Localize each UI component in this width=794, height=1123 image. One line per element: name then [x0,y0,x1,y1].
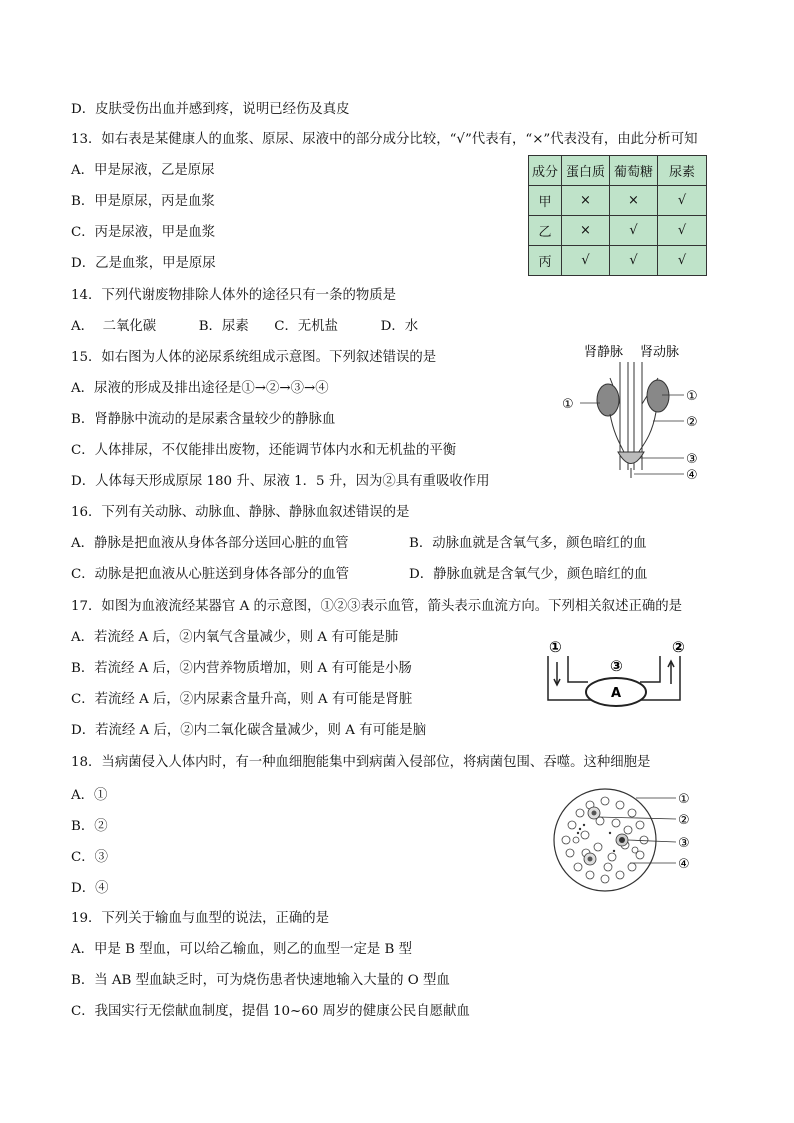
table-header-cell: 成分 [529,156,562,186]
urine-composition-table [528,155,707,276]
q19-option-a: A．甲是 B 型血，可以给乙输血，则乙的血型一定是 B 型 [71,942,412,957]
question-15: 15．如右图为人体的泌尿系统组成示意图。下列叙述错误的是 [71,350,437,365]
q16-option-c: C．动脉是把血液从心脏送到身体各部分的血管 [71,567,350,582]
q17-option-c: C．若流经 A 后，②内尿素含量升高，则 A 有可能是肾脏 [71,692,413,707]
table-row [529,186,707,216]
question-14: 14．下列代谢废物排除人体外的途径只有一条的物质是 [71,288,397,303]
renal-vein-label: 肾静脉 [584,345,624,360]
table-cell: 甲 [529,186,562,216]
urinary-system-diagram [558,340,708,490]
vessel-1-label: ① [549,638,562,656]
renal-artery-label: 肾动脉 [640,345,680,360]
left-kidney [597,384,619,416]
question-13: 13．如右表是某健康人的血浆、原尿、尿液中的部分成分比较，“√”代表有，“×”代表没有，由此分析可知 [71,132,698,147]
q18-option-c: C．③ [71,850,109,865]
table-header-cell: 尿素 [658,156,707,186]
question-16: 16．下列有关动脉、动脉血、静脉、静脉血叙述错误的是 [71,505,410,520]
blood-smear-diagram [550,785,700,895]
cell-marker-2: ② [678,813,690,828]
table-cell: √ [658,246,707,276]
q17-option-a: A．若流经 A 后，②内氧气含量减少，则 A 有可能是肺 [71,630,399,645]
marker-4: ④ [686,468,698,483]
vessel-3-label: ③ [610,657,623,675]
cell-marker-4: ④ [678,857,690,872]
table-cell: √ [658,186,707,216]
q15-option-b: B．肾静脉中流动的是尿素含量较少的静脉血 [71,412,336,427]
table-header-row [529,156,707,186]
q16-option-a: A．静脉是把血液从身体各部分送回心脏的血管 [71,536,349,551]
organ-a-label: A [611,686,622,701]
q19-option-b: B．当 AB 型血缺乏时，可为烧伤患者快速地输入大量的 O 型血 [71,973,450,988]
cell-marker-1: ① [678,792,690,807]
table-cell: √ [610,246,658,276]
table-cell: √ [610,216,658,246]
vessel-2-label: ② [672,638,685,656]
question-19: 19．下列关于输血与血型的说法，正确的是 [71,911,330,926]
table-row [529,246,707,276]
q19-option-c: C．我国实行无偿献血制度，提倡 10~60 周岁的健康公民自愿献血 [71,1004,470,1019]
table-cell: √ [658,216,707,246]
table-header-cell: 蛋白质 [562,156,610,186]
q15-option-a: A．尿液的形成及排出途径是①→②→③→④ [71,381,329,396]
table-cell: × [562,186,610,216]
table-cell: × [562,216,610,246]
q14-options: A． 二氧化碳 B．尿素 C．无机盐 D．水 [71,319,419,334]
blood-flow-diagram [540,634,700,724]
cell-marker-3: ③ [678,836,690,851]
q13-option-a: A．甲是尿液，乙是原尿 [71,163,215,178]
q18-option-b: B．② [71,819,108,834]
q13-option-c: C．丙是尿液，甲是血浆 [71,225,216,240]
table-cell: √ [562,246,610,276]
marker-1: ① [686,389,698,404]
right-kidney [647,380,669,412]
table-cell: 乙 [529,216,562,246]
q15-option-c: C．人体排尿，不仅能排出废物，还能调节体内水和无机盐的平衡 [71,443,457,458]
q17-option-b: B．若流经 A 后，②内营养物质增加，则 A 有可能是小肠 [71,661,412,676]
q18-option-d: D．④ [71,881,109,896]
q13-option-b: B．甲是原尿，丙是血浆 [71,194,215,209]
marker-1-left: ① [562,397,574,412]
q15-option-d: D．人体每天形成原尿 180 升、尿液 1．5 升，因为②具有重吸收作用 [71,474,490,489]
q16-option-d: D．静脉血就是含氧气少，颜色暗红的血 [409,567,648,582]
table-header-cell: 葡萄糖 [610,156,658,186]
q16-option-b: B．动脉血就是含氧气多，颜色暗红的血 [409,536,647,551]
marker-3: ③ [686,452,698,467]
question-17: 17．如图为血液流经某器官 A 的示意图，①②③表示血管，箭头表示血流方向。下列相关叙述正确的是 [71,599,683,614]
q13-option-d: D．乙是血浆，甲是原尿 [71,256,216,271]
question-18: 18．当病菌侵入人体内时，有一种血细胞能集中到病菌入侵部位，将病菌包围、吞噬。这种细胞是 [71,755,651,770]
table-row [529,216,707,246]
q17-option-d: D．若流经 A 后，②内二氧化碳含量减少，则 A 有可能是脑 [71,723,427,738]
q18-option-a: A．① [71,788,108,803]
table-cell: × [610,186,658,216]
table-cell: 丙 [529,246,562,276]
q12-option-d: D．皮肤受伤出血并感到疼，说明已经伤及真皮 [71,102,350,117]
marker-2: ② [686,415,698,430]
